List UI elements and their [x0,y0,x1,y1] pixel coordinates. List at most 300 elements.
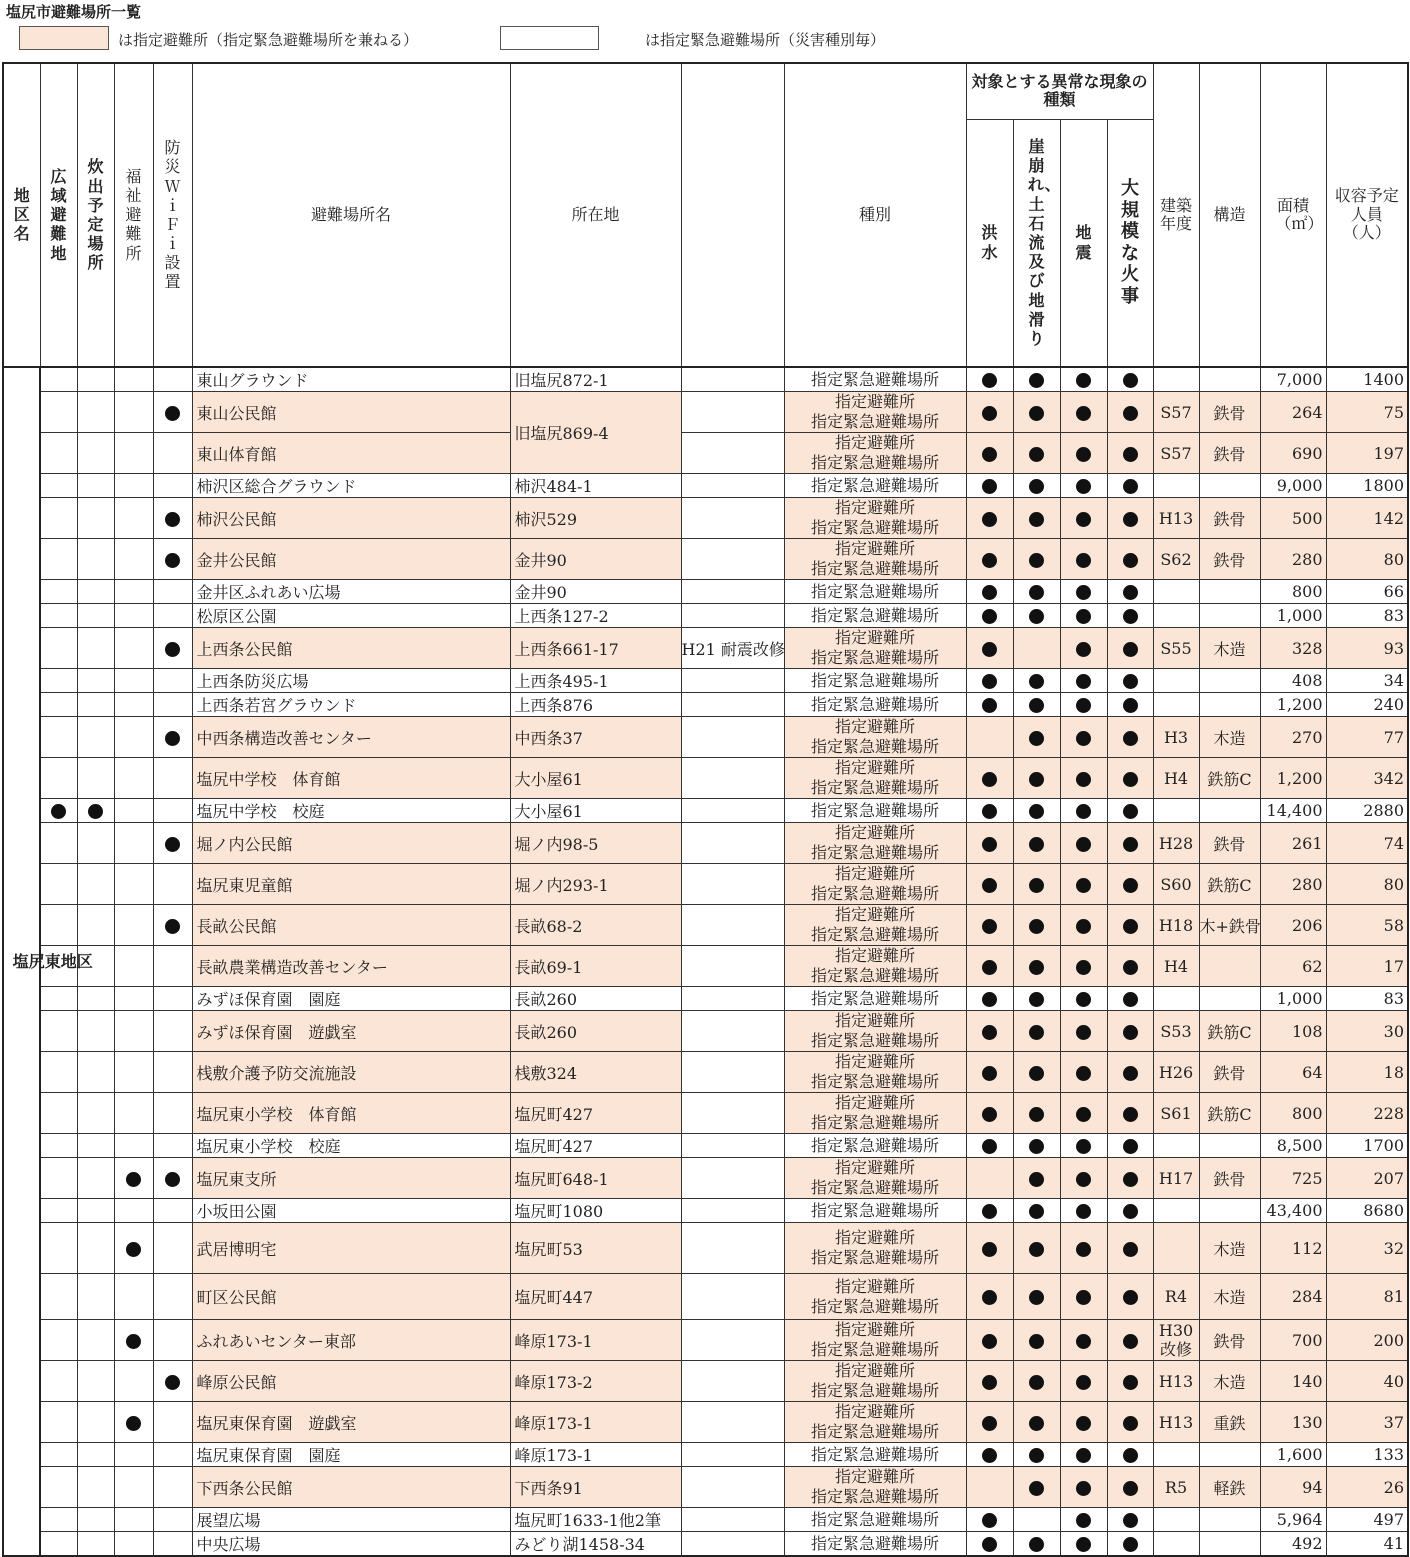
welfare-cell [114,693,153,717]
wifi-cell [153,392,192,433]
capacity: 66 [1326,580,1408,604]
earthquake-cell [1060,580,1107,604]
bullet-mark [982,919,997,934]
welfare-cell [114,669,153,693]
shelter-type: 指定避難所 指定緊急避難場所 [784,864,966,905]
shelter-type: 指定避難所 指定緊急避難場所 [784,758,966,799]
bullet-mark [1029,1334,1044,1349]
shelter-name: 長畝公民館 [192,905,510,946]
bullet-mark [1123,512,1138,527]
shelter-note [681,1274,784,1320]
table-row [3,799,1408,823]
build-year: S55 [1153,628,1199,669]
shelter-name: 塩尻東支所 [192,1158,510,1199]
fire-cell [1107,604,1153,628]
bullet-mark [982,1025,997,1040]
bullet-mark [1123,1537,1138,1552]
shelter-type: 指定避難所 指定緊急避難場所 [784,539,966,580]
bullet-mark [982,1066,997,1081]
cooking-cell [77,1508,114,1532]
landslide-cell [1013,604,1060,628]
fire-cell [1107,1011,1153,1052]
earthquake-cell [1060,604,1107,628]
bullet-mark [1123,642,1138,657]
flood-cell [966,1467,1013,1508]
area: 264 [1260,392,1326,433]
bullet-mark [1123,1107,1138,1122]
bullet-mark [982,609,997,624]
bullet-mark [1029,1375,1044,1390]
shelter-type: 指定緊急避難場所 [784,799,966,823]
shelter-note [681,799,784,823]
shelter-address: 柿沢484-1 [510,474,681,498]
wifi-cell [153,946,192,987]
bullet-mark [1029,772,1044,787]
fire-cell [1107,628,1153,669]
fire-cell [1107,433,1153,474]
shelter-type: 指定避難所 指定緊急避難場所 [784,433,966,474]
capacity: 17 [1326,946,1408,987]
fire-cell [1107,1134,1153,1158]
area: 140 [1260,1361,1326,1402]
bullet-mark [1076,919,1091,934]
shelter-note [681,1402,784,1443]
capacity: 200 [1326,1320,1408,1361]
fire-cell [1107,367,1153,392]
flood-cell [966,1093,1013,1134]
table-row [3,1134,1408,1158]
fire-cell [1107,1320,1153,1361]
fire-cell [1107,1532,1153,1557]
area: 206 [1260,905,1326,946]
wifi-cell [153,1361,192,1402]
shelter-address: 塩尻町53 [510,1223,681,1274]
cooking-cell [77,905,114,946]
shelter-type: 指定避難所 指定緊急避難場所 [784,498,966,539]
capacity: 32 [1326,1223,1408,1274]
shelter-name: みずほ保育園 園庭 [192,987,510,1011]
cooking-cell [77,539,114,580]
landslide-cell [1013,498,1060,539]
build-year: H4 [1153,758,1199,799]
wifi-cell [153,823,192,864]
cooking-cell [77,1274,114,1320]
shelter-address: 中西条37 [510,717,681,758]
table-row [3,1223,1408,1274]
bullet-mark [982,1375,997,1390]
wifi-cell [153,799,192,823]
bullet-mark [1029,406,1044,421]
flood-cell [966,498,1013,539]
capacity: 240 [1326,693,1408,717]
bullet-mark [1076,479,1091,494]
shelter-name: 展望広場 [192,1508,510,1532]
bullet-mark [1076,1290,1091,1305]
table-row [3,905,1408,946]
landslide-cell [1013,580,1060,604]
shelter-note [681,1093,784,1134]
shelter-name: 上西条若宮グラウンド [192,693,510,717]
shelter-note [681,604,784,628]
build-year [1153,693,1199,717]
table-row [3,604,1408,628]
wifi-cell [153,474,192,498]
wide-area-cell [40,392,77,433]
earthquake-cell [1060,474,1107,498]
shelter-type: 指定避難所 指定緊急避難場所 [784,1274,966,1320]
welfare-cell [114,628,153,669]
fire-cell [1107,693,1153,717]
table-row [3,628,1408,669]
capacity: 81 [1326,1274,1408,1320]
bullet-mark [982,553,997,568]
shelter-address: 大小屋61 [510,758,681,799]
wide-area-cell [40,1134,77,1158]
wifi-cell [153,693,192,717]
area: 500 [1260,498,1326,539]
structure: 鉄筋C [1199,1011,1260,1052]
wide-area-cell [40,1093,77,1134]
structure: 鉄骨 [1199,1052,1260,1093]
bullet-mark [1123,1481,1138,1496]
wifi-cell [153,1274,192,1320]
area: 700 [1260,1320,1326,1361]
fire-cell [1107,1223,1153,1274]
flood-cell [966,367,1013,392]
wifi-cell [153,758,192,799]
legend-label-shelter: は指定避難所（指定緊急避難場所を兼ねる） [118,31,419,49]
earthquake-cell [1060,1467,1107,1508]
area: 800 [1260,1093,1326,1134]
flood-cell [966,433,1013,474]
cooking-cell [77,367,114,392]
area: 7,000 [1260,367,1326,392]
structure [1199,580,1260,604]
cooking-cell [77,1011,114,1052]
area: 62 [1260,946,1326,987]
shelter-name: ふれあいセンター東部 [192,1320,510,1361]
header-note [681,63,784,367]
landslide-cell [1013,1443,1060,1467]
bullet-mark [1076,804,1091,819]
fire-cell [1107,1361,1153,1402]
shelter-note [681,1320,784,1361]
bullet-mark [1076,1066,1091,1081]
shelter-name: 塩尻中学校 校庭 [192,799,510,823]
shelter-type: 指定緊急避難場所 [784,987,966,1011]
shelter-type: 指定避難所 指定緊急避難場所 [784,1052,966,1093]
wide-area-cell [40,433,77,474]
bullet-mark [1029,992,1044,1007]
header-capacity: 収容予定人員（人） [1326,63,1408,367]
bullet-mark [1076,878,1091,893]
landslide-cell [1013,1093,1060,1134]
shelter-name: みずほ保育園 遊戯室 [192,1011,510,1052]
landslide-cell [1013,474,1060,498]
wifi-cell [153,1093,192,1134]
landslide-cell [1013,1508,1060,1532]
shelter-address: 長畝68-2 [510,905,681,946]
structure: 木造 [1199,1274,1260,1320]
shelter-type: 指定緊急避難場所 [784,1532,966,1557]
fire-cell [1107,1052,1153,1093]
header-flood: 洪水 [966,119,1013,367]
shelter-address: 桟敷324 [510,1052,681,1093]
build-year: R4 [1153,1274,1199,1320]
bullet-mark [982,1334,997,1349]
wide-area-cell [40,1467,77,1508]
shelter-name: 上西条公民館 [192,628,510,669]
cooking-cell [77,669,114,693]
shelter-note [681,1467,784,1508]
bullet-mark [1076,1025,1091,1040]
header-structure: 構造 [1199,63,1260,367]
bullet-mark [1123,406,1138,421]
shelter-type: 指定緊急避難場所 [784,604,966,628]
shelter-type: 指定避難所 指定緊急避難場所 [784,1320,966,1361]
bullet-mark [1123,1242,1138,1257]
shelter-type: 指定緊急避難場所 [784,1134,966,1158]
bullet-mark [1029,698,1044,713]
cooking-cell [77,1467,114,1508]
structure [1199,799,1260,823]
table-row [3,1320,1408,1361]
bullet-mark [1076,731,1091,746]
shelter-note [681,823,784,864]
capacity: 133 [1326,1443,1408,1467]
wide-area-cell [40,1052,77,1093]
bullet-mark [982,1139,997,1154]
wifi-cell [153,987,192,1011]
cooking-cell [77,604,114,628]
shelter-address: 金井90 [510,539,681,580]
landslide-cell [1013,433,1060,474]
shelter-note [681,946,784,987]
wifi-cell [153,1467,192,1508]
wide-area-cell [40,1402,77,1443]
welfare-cell [114,1199,153,1223]
bullet-mark [1029,1107,1044,1122]
fire-cell [1107,987,1153,1011]
build-year: S60 [1153,864,1199,905]
bullet-mark [1029,1481,1044,1496]
flood-cell [966,717,1013,758]
table-row [3,1532,1408,1557]
earthquake-cell [1060,758,1107,799]
cooking-cell [77,799,114,823]
structure: 鉄骨 [1199,392,1260,433]
fire-cell [1107,580,1153,604]
capacity: 2880 [1326,799,1408,823]
build-year: H13 [1153,498,1199,539]
area: 108 [1260,1011,1326,1052]
landslide-cell [1013,1134,1060,1158]
bullet-mark [1123,479,1138,494]
shelter-name: 東山公民館 [192,392,510,433]
build-year: R5 [1153,1467,1199,1508]
shelter-address: 上西条495-1 [510,669,681,693]
earthquake-cell [1060,1134,1107,1158]
welfare-cell [114,433,153,474]
shelter-note [681,1443,784,1467]
header-hazard-group: 対象とする異常な現象の種類 [966,63,1153,119]
capacity: 58 [1326,905,1408,946]
bullet-mark [1076,406,1091,421]
wifi-cell [153,498,192,539]
bullet-mark [1029,1416,1044,1431]
structure: 重鉄 [1199,1402,1260,1443]
wide-area-cell [40,905,77,946]
cooking-cell [77,1532,114,1557]
earthquake-cell [1060,392,1107,433]
flood-cell [966,1320,1013,1361]
landslide-cell [1013,987,1060,1011]
build-year [1153,1532,1199,1557]
shelter-note [681,539,784,580]
bullet-mark [982,1513,997,1528]
wide-area-cell [40,717,77,758]
earthquake-cell [1060,987,1107,1011]
shelter-note [681,580,784,604]
capacity: 1800 [1326,474,1408,498]
welfare-cell [114,1052,153,1093]
shelter-type: 指定避難所 指定緊急避難場所 [784,1158,966,1199]
table-row [3,433,1408,474]
bullet-mark [1029,1204,1044,1219]
structure: 鉄骨 [1199,823,1260,864]
structure [1199,1508,1260,1532]
fire-cell [1107,1093,1153,1134]
capacity: 93 [1326,628,1408,669]
welfare-cell [114,1532,153,1557]
area: 725 [1260,1158,1326,1199]
bullet-mark [1123,585,1138,600]
header-wide-area: 広域避難地 [40,63,77,367]
shelter-type: 指定緊急避難場所 [784,1443,966,1467]
shelter-type: 指定緊急避難場所 [784,580,966,604]
wifi-cell [153,1011,192,1052]
shelter-note [681,864,784,905]
earthquake-cell [1060,433,1107,474]
shelter-type: 指定緊急避難場所 [784,1508,966,1532]
area: 1,200 [1260,758,1326,799]
landslide-cell [1013,693,1060,717]
structure: 木造 [1199,1223,1260,1274]
bullet-mark [1123,919,1138,934]
bullet-mark [1123,731,1138,746]
area: 112 [1260,1223,1326,1274]
bullet-mark [1076,373,1091,388]
table-row [3,1361,1408,1402]
flood-cell [966,1134,1013,1158]
table-row [3,1052,1408,1093]
bullet-mark [982,447,997,462]
landslide-cell [1013,669,1060,693]
shelter-address: 下西条91 [510,1467,681,1508]
bullet-mark [165,1375,180,1390]
legend-label-emergency: は指定緊急避難場所（災害種別毎） [645,31,886,49]
bullet-mark [1123,1139,1138,1154]
shelter-address: 大小屋61 [510,799,681,823]
fire-cell [1107,823,1153,864]
landslide-cell [1013,1052,1060,1093]
earthquake-cell [1060,1402,1107,1443]
earthquake-cell [1060,669,1107,693]
bullet-mark [1123,553,1138,568]
welfare-cell [114,1158,153,1199]
district-cell: 塩尻東地区 [3,367,40,1556]
flood-cell [966,946,1013,987]
build-year: H30 改修 [1153,1320,1199,1361]
table-row [3,1274,1408,1320]
fire-cell [1107,1402,1153,1443]
shelter-name: 峰原公民館 [192,1361,510,1402]
bullet-mark [1029,512,1044,527]
bullet-mark [1076,837,1091,852]
welfare-cell [114,1467,153,1508]
shelter-type: 指定緊急避難場所 [784,1199,966,1223]
shelter-type: 指定避難所 指定緊急避難場所 [784,946,966,987]
welfare-cell [114,539,153,580]
build-year [1153,799,1199,823]
shelter-address: 柿沢529 [510,498,681,539]
shelter-address: 塩尻町1633-1他2筆 [510,1508,681,1532]
cooking-cell [77,1361,114,1402]
shelter-type: 指定避難所 指定緊急避難場所 [784,905,966,946]
bullet-mark [1123,1334,1138,1349]
wide-area-cell [40,1361,77,1402]
bullet-mark [1123,609,1138,624]
wide-area-cell [40,1158,77,1199]
earthquake-cell [1060,905,1107,946]
shelter-note [681,367,784,392]
flood-cell [966,1158,1013,1199]
area: 1,600 [1260,1443,1326,1467]
structure: 軽鉄 [1199,1467,1260,1508]
wifi-cell [153,539,192,580]
shelter-address: 長畝260 [510,1011,681,1052]
bullet-mark [126,1172,141,1187]
bullet-mark [1029,919,1044,934]
earthquake-cell [1060,1223,1107,1274]
capacity: 197 [1326,433,1408,474]
header-address: 所在地 [510,63,681,367]
bullet-mark [1029,837,1044,852]
build-year: S57 [1153,392,1199,433]
welfare-cell [114,604,153,628]
wifi-cell [153,1402,192,1443]
shelter-address: 堀ノ内293-1 [510,864,681,905]
build-year [1153,1199,1199,1223]
wide-area-cell [40,1508,77,1532]
shelter-name: 金井区ふれあい広場 [192,580,510,604]
bullet-mark [1029,1066,1044,1081]
landslide-cell [1013,1274,1060,1320]
bullet-mark [1029,674,1044,689]
earthquake-cell [1060,1274,1107,1320]
earthquake-cell [1060,823,1107,864]
flood-cell [966,669,1013,693]
wifi-cell [153,1320,192,1361]
wide-area-cell [40,669,77,693]
bullet-mark [165,512,180,527]
capacity: 37 [1326,1402,1408,1443]
build-year [1153,1223,1199,1274]
landslide-cell [1013,758,1060,799]
landslide-cell [1013,823,1060,864]
welfare-cell [114,905,153,946]
build-year: S62 [1153,539,1199,580]
